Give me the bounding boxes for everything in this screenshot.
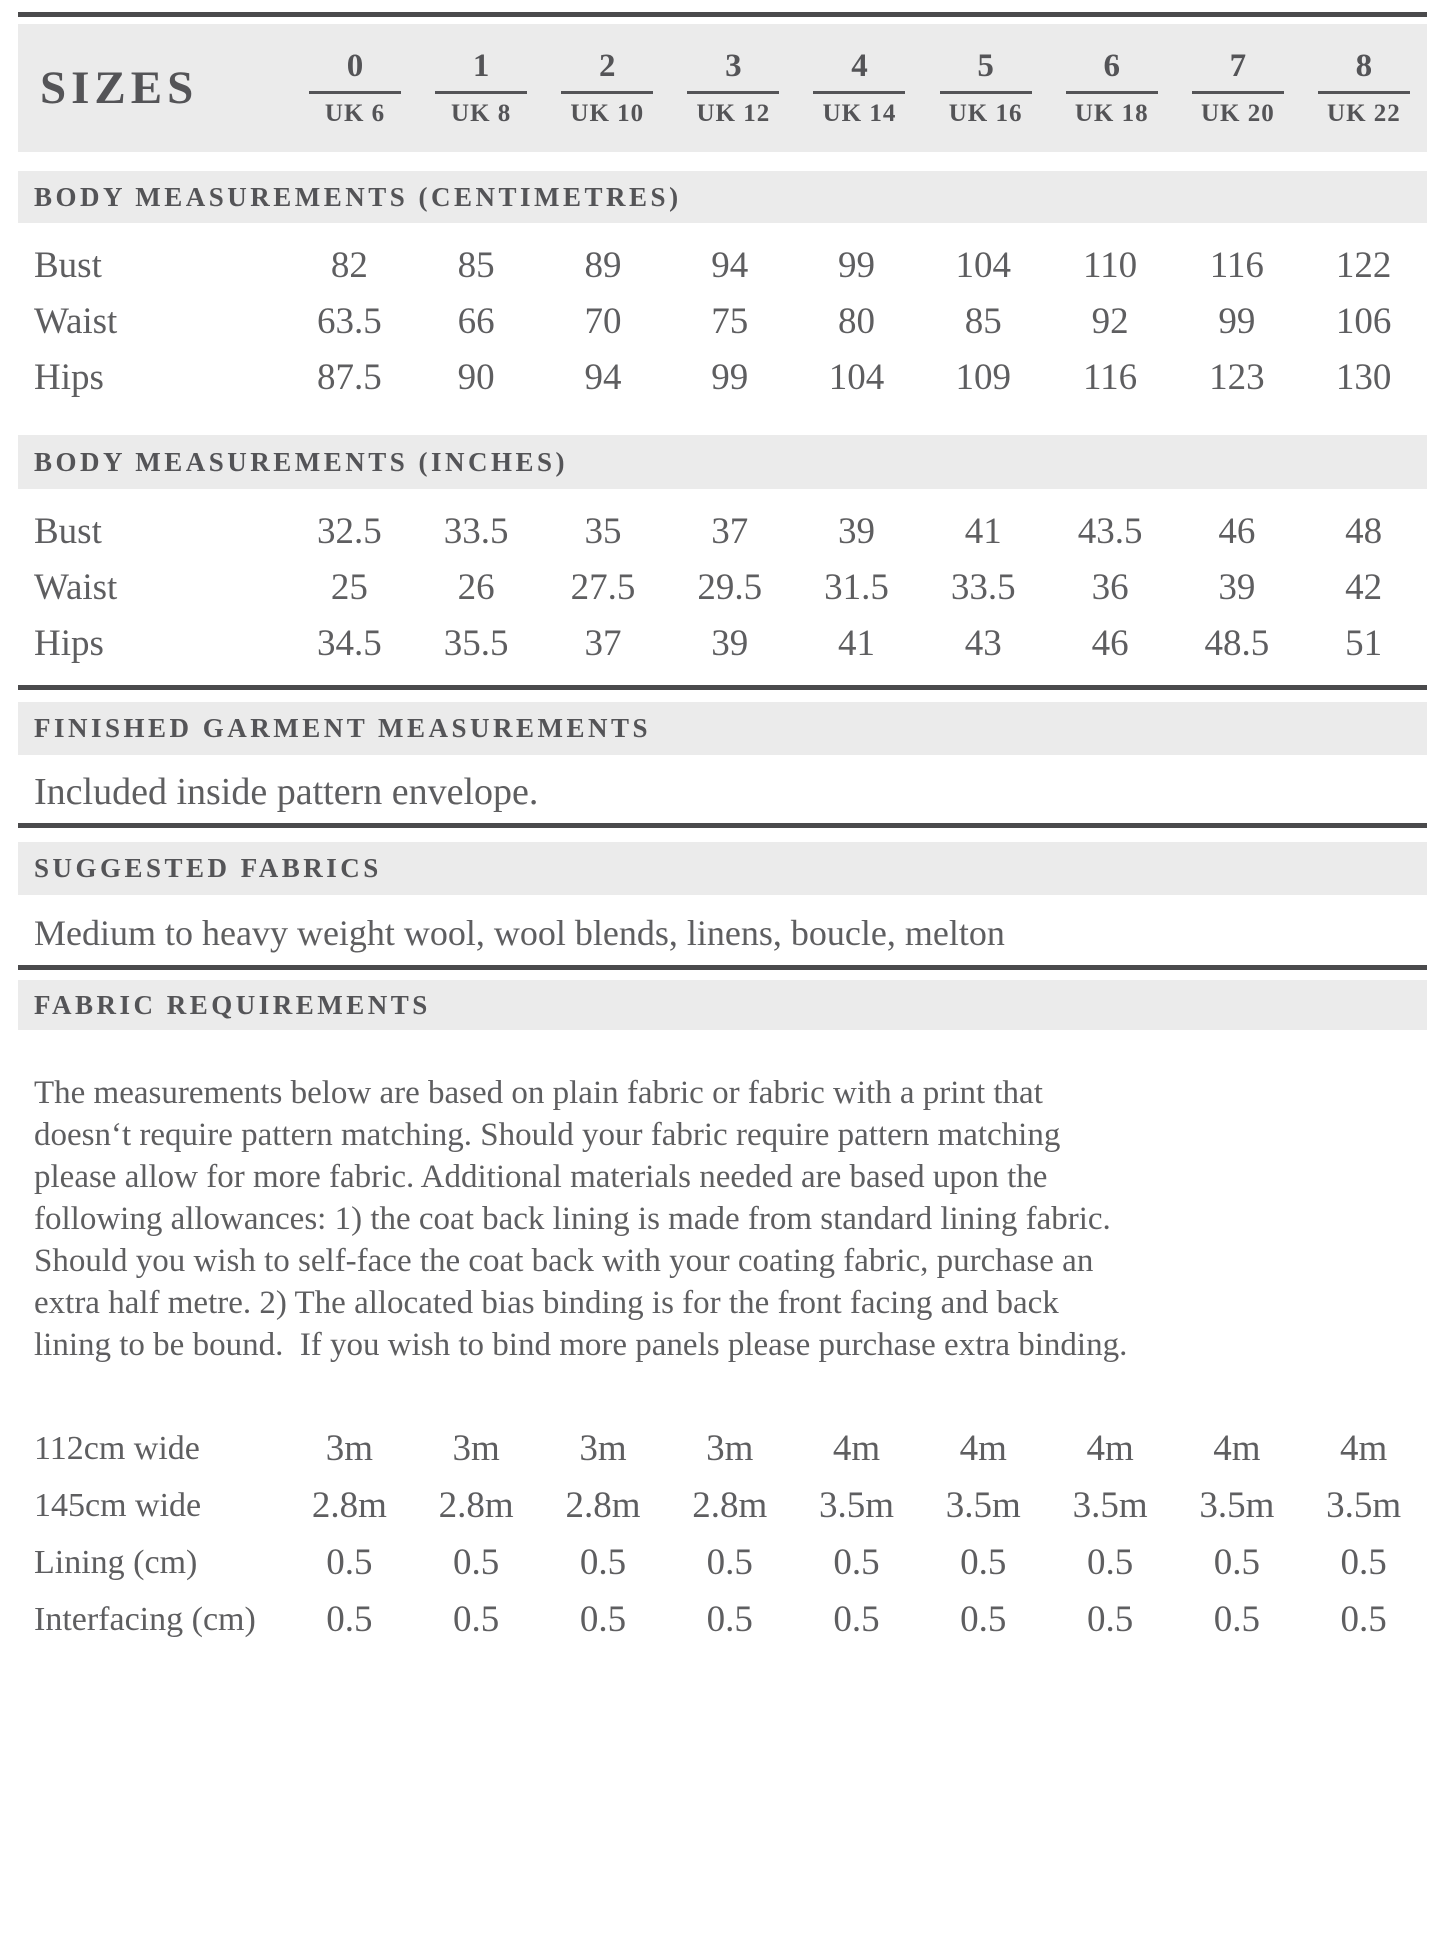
table-cell: 80	[838, 300, 876, 342]
size-number: 1	[472, 48, 490, 84]
size-uk-label: UK 16	[948, 100, 1023, 127]
row-label: 145cm wide	[34, 1486, 202, 1524]
table-cell: 104	[828, 356, 885, 398]
table-row	[18, 1477, 1427, 1534]
paragraph-line: Should you wish to self-face the coat back with your coating fabric, purchase an	[34, 1243, 1094, 1279]
row-label: Hips	[34, 356, 104, 398]
table-cell: 3.5m	[819, 1485, 895, 1526]
table-cell: 3m	[452, 1428, 500, 1469]
row-label: Bust	[34, 244, 102, 286]
table-cell: 2.8m	[438, 1485, 514, 1526]
table-cell: 37	[584, 622, 622, 664]
section-header-finished: FINISHED GARMENT MEASUREMENTS	[34, 713, 652, 743]
table-cell: 46	[1091, 622, 1129, 664]
size-number: 3	[725, 48, 742, 84]
table-cell: 106	[1335, 300, 1392, 342]
table-cell: 35.5	[443, 622, 509, 664]
table-cell: 85	[964, 300, 1002, 342]
row-label: Bust	[34, 510, 102, 552]
row-label: Waist	[34, 300, 118, 342]
paragraph-line: lining to be bound. If you wish to bind more panels please purchase extra binding.	[34, 1327, 1128, 1363]
table-cell: 110	[1083, 244, 1138, 286]
size-column	[796, 50, 922, 126]
table-row	[18, 1420, 1427, 1477]
table-cell: 116	[1209, 244, 1264, 286]
table-cell: 0.5	[833, 1542, 880, 1583]
table-row	[18, 293, 1427, 349]
size-divider-line	[561, 91, 653, 94]
table-cell: 43	[964, 622, 1002, 664]
table-cell: 33.5	[950, 566, 1016, 608]
size-number: 4	[851, 48, 868, 84]
table-cell: 94	[584, 356, 622, 398]
horizontal-rule	[18, 685, 1427, 690]
table-cell: 92	[1091, 300, 1129, 342]
size-uk-label: UK 10	[570, 100, 645, 127]
table-cell: 3.5m	[1072, 1485, 1148, 1526]
section-band-fabrics	[18, 842, 1427, 895]
table-cell: 48	[1345, 510, 1383, 552]
table-cell: 26	[457, 566, 495, 608]
table-cell: 0.5	[1086, 1542, 1134, 1583]
table-cell: 31.5	[824, 566, 889, 608]
inches-measurements-table	[18, 503, 1427, 671]
table-cell: 0.5	[1086, 1599, 1134, 1640]
table-cell: 0.5	[833, 1599, 880, 1640]
size-uk-label: UK 18	[1074, 100, 1149, 127]
table-cell: 43.5	[1077, 510, 1143, 552]
table-cell: 109	[955, 356, 1012, 398]
table-cell: 82	[330, 244, 368, 286]
row-label: Interfacing (cm)	[34, 1600, 256, 1638]
horizontal-rule	[18, 12, 1427, 17]
table-cell: 0.5	[1340, 1542, 1387, 1583]
section-header-requirements: FABRIC REQUIREMENTS	[34, 989, 431, 1020]
table-cell: 51	[1345, 622, 1383, 664]
table-cell: 3.5m	[945, 1485, 1021, 1526]
section-header-inches: BODY MEASUREMENTS (INCHES)	[34, 446, 569, 477]
size-column	[292, 50, 418, 126]
table-cell: 85	[457, 244, 495, 286]
size-divider-line	[687, 91, 779, 94]
table-cell: 130	[1335, 356, 1392, 398]
size-number: 8	[1355, 48, 1373, 84]
section-header-fabrics: SUGGESTED FABRICS	[34, 853, 382, 883]
table-cell: 4m	[1213, 1428, 1261, 1469]
table-cell: 39	[711, 622, 749, 664]
paragraph-line: please allow for more fabric. Additional materials needed are based upon the	[34, 1159, 1048, 1195]
size-column	[670, 50, 796, 126]
finished-garment-note: Included inside pattern envelope.	[34, 771, 539, 813]
row-label: Lining (cm)	[34, 1543, 198, 1581]
table-cell: 94	[711, 244, 749, 286]
table-cell: 3m	[325, 1428, 374, 1469]
table-cell: 0.5	[1213, 1542, 1260, 1583]
table-cell: 39	[838, 510, 876, 552]
paragraph-line: The measurements below are based on plain fabric or fabric with a print that	[34, 1075, 1043, 1111]
horizontal-rule	[18, 965, 1427, 970]
table-cell: 0.5	[326, 1599, 373, 1640]
table-cell: 36	[1091, 566, 1129, 608]
paragraph-line: following allowances: 1) the coat back lining is made from standard lining fabric.	[34, 1201, 1111, 1237]
paragraph-line: doesn‘t require pattern matching. Should your fabric require pattern matching	[34, 1117, 1061, 1153]
section-band-inches	[18, 435, 1427, 489]
size-divider-line	[813, 91, 905, 94]
size-number: 7	[1229, 48, 1247, 84]
table-cell: 0.5	[453, 1599, 500, 1640]
fabric-quantities-table	[18, 1420, 1427, 1648]
table-cell: 0.5	[706, 1542, 753, 1583]
size-uk-label: UK 22	[1327, 100, 1401, 127]
table-cell: 99	[711, 356, 749, 398]
table-cell: 4m	[1086, 1428, 1134, 1469]
table-cell: 41	[964, 510, 1002, 552]
size-uk-label: UK 14	[822, 100, 897, 127]
table-cell: 48.5	[1204, 622, 1270, 664]
size-uk-label: UK 8	[451, 100, 512, 127]
table-cell: 34.5	[317, 622, 382, 664]
table-cell: 25	[330, 566, 368, 608]
horizontal-rule	[18, 823, 1427, 828]
table-cell: 0.5	[579, 1542, 627, 1583]
table-cell: 63.5	[317, 300, 382, 342]
table-cell: 35	[584, 510, 622, 552]
table-cell: 2.8m	[692, 1485, 768, 1526]
size-uk-label: UK 6	[324, 100, 386, 127]
table-cell: 87.5	[317, 356, 382, 398]
table-row	[18, 503, 1427, 559]
table-cell: 4m	[959, 1428, 1007, 1469]
table-cell: 3m	[706, 1428, 754, 1469]
table-row	[18, 237, 1427, 293]
table-cell: 42	[1345, 566, 1383, 608]
table-cell: 66	[457, 300, 495, 342]
size-column	[923, 50, 1049, 126]
size-divider-line	[1066, 91, 1158, 94]
table-cell: 116	[1083, 356, 1138, 398]
table-cell: 99	[838, 244, 876, 286]
sizes-title: SIZES	[40, 62, 199, 114]
fabric-requirements-paragraph	[18, 1072, 1427, 1366]
table-cell: 0.5	[579, 1599, 627, 1640]
section-header-cm: BODY MEASUREMENTS (CENTIMETRES)	[34, 181, 682, 212]
section-band-finished	[18, 702, 1427, 755]
table-row	[18, 349, 1427, 405]
table-cell: 0.5	[960, 1599, 1007, 1640]
size-columns	[292, 50, 1427, 126]
table-cell: 27.5	[570, 566, 636, 608]
size-divider-line	[940, 91, 1032, 94]
table-cell: 70	[584, 300, 622, 342]
table-cell: 29.5	[697, 566, 763, 608]
table-cell: 3.5m	[1199, 1485, 1275, 1526]
table-cell: 0.5	[1340, 1599, 1387, 1640]
table-cell: 122	[1335, 244, 1392, 286]
table-cell: 90	[457, 356, 495, 398]
size-number: 5	[977, 48, 994, 84]
section-band-requirements	[18, 980, 1427, 1030]
table-cell: 123	[1209, 356, 1265, 398]
size-column	[544, 50, 670, 126]
size-divider-line	[1318, 91, 1410, 94]
size-uk-label: UK 20	[1200, 100, 1275, 127]
table-cell: 89	[584, 244, 622, 286]
table-cell: 37	[711, 510, 749, 552]
paragraph-line: extra half metre. 2) The allocated bias binding is for the front facing and back	[34, 1285, 1059, 1321]
suggested-fabrics-text: Medium to heavy weight wool, wool blends, linens, boucle, melton	[34, 913, 1005, 953]
size-divider-line	[435, 91, 527, 94]
size-divider-line	[1192, 91, 1284, 94]
size-number: 0	[346, 48, 364, 84]
row-label: Hips	[34, 622, 104, 664]
table-cell: 4m	[832, 1428, 881, 1469]
size-number: 6	[1103, 48, 1120, 84]
section-band-cm	[18, 171, 1427, 223]
row-label: 112cm wide	[34, 1429, 200, 1467]
table-cell: 41	[838, 622, 876, 664]
table-cell: 2.8m	[311, 1485, 387, 1526]
size-column	[1301, 50, 1427, 126]
table-cell: 39	[1218, 566, 1256, 608]
size-column	[1049, 50, 1175, 126]
table-row	[18, 1534, 1427, 1591]
size-divider-line	[309, 91, 401, 94]
size-number: 2	[599, 48, 616, 84]
cm-measurements-table	[18, 237, 1427, 405]
table-cell: 0.5	[1213, 1599, 1260, 1640]
table-cell: 4m	[1340, 1428, 1388, 1469]
table-cell: 0.5	[960, 1542, 1007, 1583]
size-uk-label: UK 12	[696, 100, 771, 127]
table-cell: 75	[711, 300, 749, 342]
row-label: Waist	[34, 566, 118, 608]
table-cell: 3.5m	[1326, 1485, 1402, 1526]
table-row	[18, 1591, 1427, 1648]
table-cell: 104	[955, 244, 1012, 286]
table-cell: 0.5	[326, 1542, 373, 1583]
table-cell: 33.5	[443, 510, 509, 552]
table-cell: 0.5	[706, 1599, 753, 1640]
size-column	[418, 50, 544, 126]
size-column	[1175, 50, 1301, 126]
table-cell: 2.8m	[565, 1485, 641, 1526]
table-row	[18, 615, 1427, 671]
table-cell: 46	[1218, 510, 1256, 552]
sizes-header-band	[18, 24, 1427, 152]
table-cell: 99	[1218, 300, 1256, 342]
table-cell: 3m	[579, 1428, 627, 1469]
table-row	[18, 559, 1427, 615]
table-cell: 32.5	[317, 510, 382, 552]
table-cell: 0.5	[453, 1542, 500, 1583]
